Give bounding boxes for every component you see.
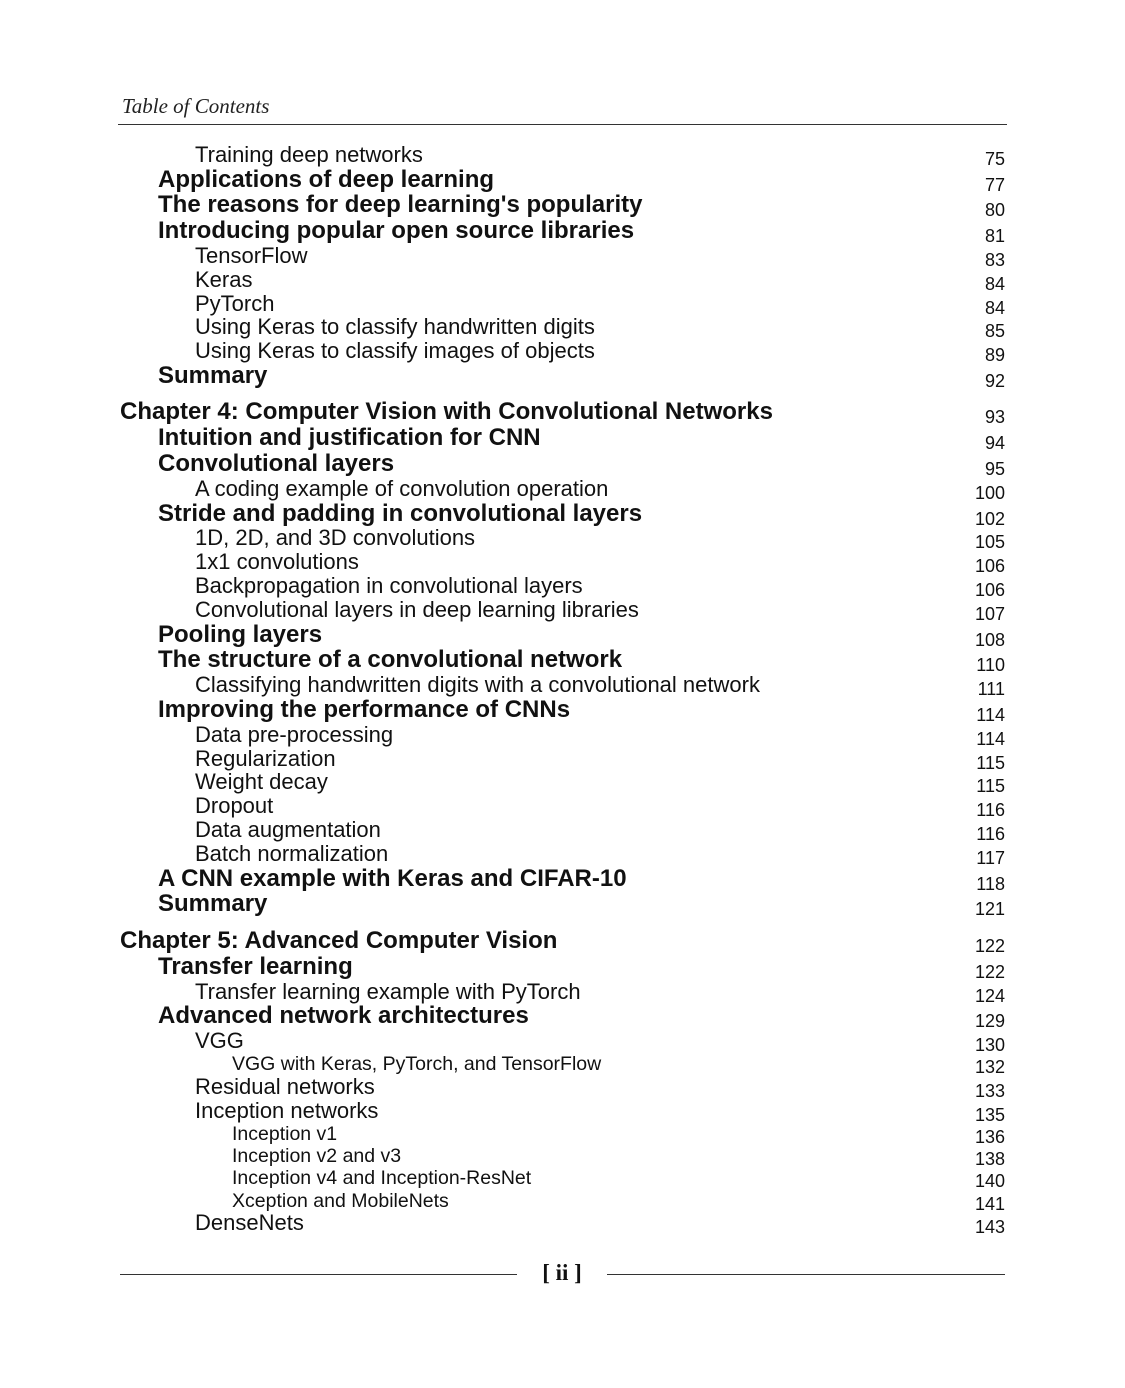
toc-entry[interactable] [0, 217, 1125, 247]
toc-entry-page: 95 [984, 459, 1005, 480]
toc-entry-page: 81 [984, 226, 1005, 247]
toc-entry[interactable] [0, 1097, 1125, 1126]
toc-entry-page: 106 [974, 580, 1005, 601]
toc-entry[interactable] [0, 817, 1125, 845]
toc-entry-page: 114 [976, 728, 1005, 749]
toc-entry[interactable] [0, 1053, 1125, 1078]
toc-entry[interactable] [0, 696, 1125, 726]
toc-entry-page: 80 [984, 200, 1005, 221]
toc-entry-title: Training deep networks [195, 141, 423, 167]
toc-entry-title: DenseNets [195, 1210, 304, 1236]
toc-entry[interactable] [0, 242, 1125, 271]
toc-entry-page: 85 [984, 321, 1005, 342]
toc-entry-page: 135 [974, 1104, 1005, 1125]
toc-entry-page: 122 [974, 961, 1005, 982]
running-header-title: Table of Contents [122, 94, 270, 118]
toc-entry-page: 141 [974, 1193, 1005, 1214]
toc-entry-title: Residual networks [195, 1074, 375, 1100]
toc-entry-page: 77 [984, 174, 1005, 195]
toc-entry[interactable] [0, 1189, 1125, 1214]
toc-entry-page: 107 [974, 603, 1005, 624]
toc-entry-page: 130 [974, 1035, 1005, 1056]
toc-entry-page: 108 [974, 629, 1005, 650]
toc-entry-page: 138 [974, 1149, 1005, 1170]
toc-entry-page: 84 [984, 273, 1005, 294]
toc-entry-title: VGG with Keras, PyTorch, and TensorFlow [232, 1053, 602, 1076]
toc-entry[interactable] [0, 1167, 1125, 1192]
toc-entry-title: A coding example of convolution operation [195, 475, 609, 501]
toc-entry-title: Inception networks [195, 1097, 379, 1123]
toc-entry[interactable] [0, 361, 1125, 392]
toc-entry-title: Keras [195, 266, 253, 292]
footer-page-number: [ ii ] [542, 1260, 582, 1285]
toc-entry-page: 110 [976, 655, 1005, 676]
toc-entry-page: 106 [974, 556, 1005, 577]
toc-entry-title: 1D, 2D, and 3D convolutions [195, 525, 476, 551]
toc-entry-title: Transfer learning example with PyTorch [195, 978, 581, 1004]
toc-entry-page: 83 [984, 249, 1005, 270]
toc-entry-page: 94 [984, 433, 1005, 454]
toc-entry-title: Xception and MobileNets [232, 1189, 449, 1212]
toc-entry-page: 143 [974, 1217, 1005, 1238]
toc-entry-title: TensorFlow [195, 242, 308, 268]
toc-entry-title: Convolutional layers [158, 450, 395, 478]
toc-entry-page: 111 [977, 679, 1005, 700]
toc-entry-title: Weight decay [195, 769, 328, 795]
toc-entry-title: 1x1 convolutions [195, 549, 359, 575]
toc-entry-page: 115 [976, 776, 1005, 797]
toc-entry-page: 102 [974, 508, 1005, 529]
toc-entry-title: The reasons for deep learning's popularity [158, 191, 643, 219]
toc-entry-title: VGG [195, 1028, 244, 1054]
toc-entry-title: Data augmentation [195, 817, 381, 843]
toc-entry-title: Transfer learning [158, 952, 353, 980]
toc-entry-title: Batch normalization [195, 840, 389, 866]
toc-entry-page: 115 [976, 752, 1005, 773]
toc-entry-page: 121 [974, 899, 1005, 920]
toc-entry-title: Intuition and justification for CNN [158, 424, 541, 452]
toc-entry-page: 75 [984, 148, 1005, 169]
toc-entry-page: 122 [974, 935, 1005, 956]
toc-entry[interactable] [0, 1210, 1125, 1239]
toc-entry-title: Inception v1 [232, 1123, 338, 1146]
toc-entry-page: 132 [974, 1057, 1005, 1078]
toc-entry-page: 118 [976, 873, 1005, 894]
toc-entry[interactable] [0, 769, 1125, 798]
header-rule [118, 124, 1007, 125]
toc-entry-page: 116 [976, 800, 1005, 821]
toc-entry[interactable] [0, 890, 1125, 921]
toc-entry-title: Using Keras to classify images of objects [195, 338, 595, 364]
toc-entry[interactable] [0, 499, 1125, 530]
toc-entry-page: 114 [976, 705, 1005, 726]
toc-entry[interactable] [0, 1145, 1125, 1170]
toc-entry[interactable] [0, 745, 1125, 774]
toc-entry-page: 89 [984, 345, 1005, 366]
toc-entry-title: Dropout [195, 793, 274, 819]
toc-entry-title: Inception v4 and Inception-ResNet [232, 1167, 532, 1190]
toc-entry-title: Inception v2 and v3 [232, 1145, 402, 1168]
toc-entry-title: A CNN example with Keras and CIFAR-10 [158, 864, 627, 892]
toc-entry-page: 92 [984, 370, 1005, 391]
toc-entry-page: 117 [976, 847, 1005, 868]
table-of-contents [0, 141, 1125, 1238]
toc-entry[interactable] [0, 1123, 1125, 1148]
toc-entry-title: Advanced network architectures [158, 1002, 529, 1030]
toc-entry-page: 100 [974, 482, 1005, 503]
footer-rule-left [120, 1274, 517, 1275]
toc-entry-page: 84 [984, 297, 1005, 318]
toc-entry-title: Introducing popular open source libraries [158, 217, 635, 245]
toc-entry-title: Data pre-processing [195, 721, 394, 747]
toc-entry[interactable] [0, 525, 1125, 554]
toc-entry-title: Stride and padding in convolutional layers [158, 499, 643, 527]
toc-entry-page: 140 [974, 1171, 1005, 1192]
toc-entry-title: Regularization [195, 745, 336, 771]
toc-entry-page: 105 [974, 532, 1005, 553]
toc-entry-title: The structure of a convolutional network [158, 646, 623, 674]
toc-entry[interactable] [0, 266, 1125, 295]
toc-entry-title: Backpropagation in convolutional layers [195, 573, 583, 599]
toc-entry-page: 136 [974, 1127, 1005, 1148]
toc-entry[interactable] [0, 721, 1125, 750]
toc-entry-title: Summary [158, 890, 268, 918]
toc-entry-page: 129 [974, 1011, 1005, 1032]
toc-entry-page: 93 [984, 407, 1005, 428]
toc-entry[interactable] [0, 1002, 1125, 1033]
toc-entry-page: 133 [974, 1081, 1005, 1102]
toc-entry-title: Applications of deep learning [158, 165, 495, 193]
toc-entry-title: PyTorch [195, 290, 275, 316]
toc-entry-page: 116 [976, 824, 1005, 845]
toc-entry-title: Chapter 4: Computer Vision with Convolutional Networks [120, 398, 773, 426]
toc-entry-title: Chapter 5: Advanced Computer Vision [120, 926, 558, 954]
toc-entry[interactable] [0, 793, 1125, 821]
toc-entry-title: Pooling layers [158, 620, 323, 648]
toc-entry-title: Classifying handwritten digits with a convolutional network [195, 672, 760, 698]
toc-entry-title: Summary [158, 361, 268, 389]
toc-entry-page: 124 [974, 985, 1005, 1006]
toc-entry-title: Convolutional layers in deep learning libraries [195, 596, 639, 622]
toc-entry-title: Improving the performance of CNNs [158, 696, 571, 724]
footer-rule-right [607, 1274, 1005, 1275]
toc-entry-title: Using Keras to classify handwritten digits [195, 314, 595, 340]
toc-entry[interactable] [0, 1074, 1125, 1102]
